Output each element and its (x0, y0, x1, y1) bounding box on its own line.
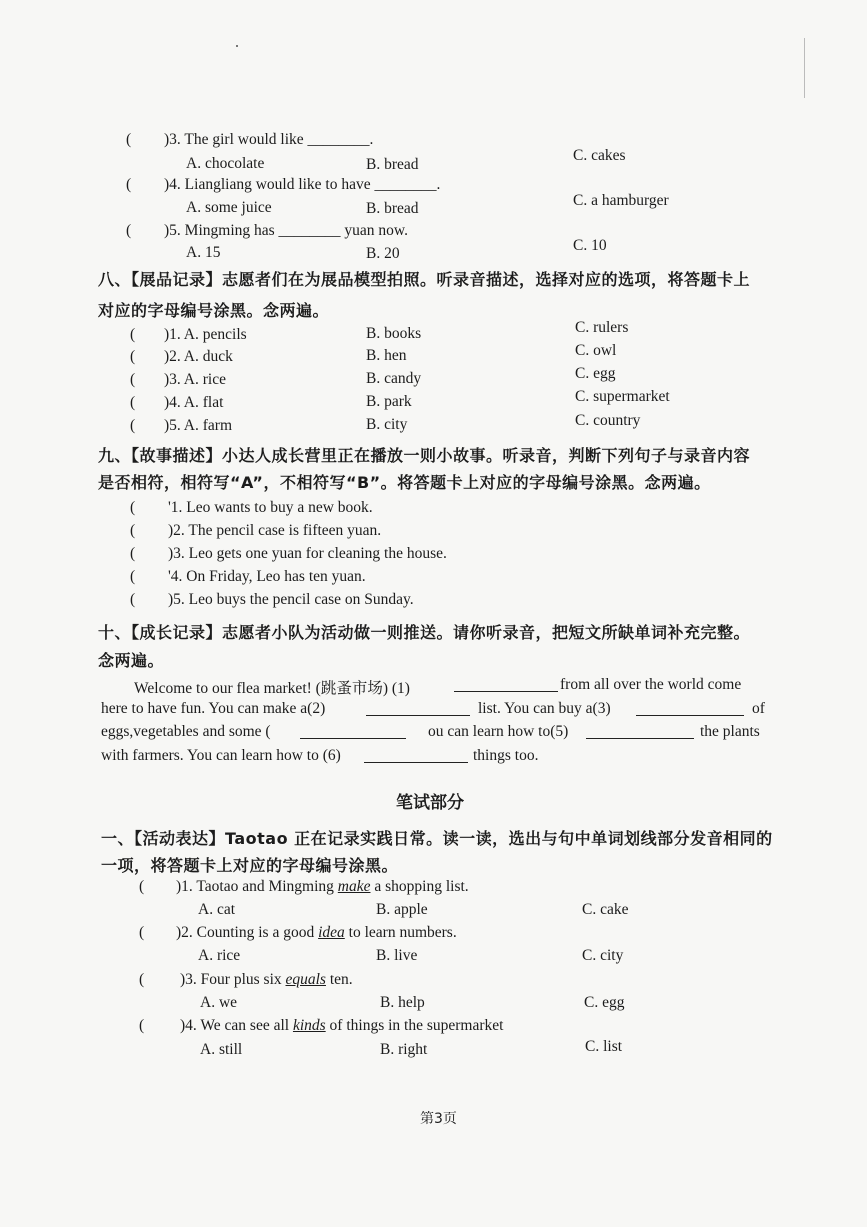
option-c: C. city (582, 947, 624, 964)
statement-3: )3. Leo gets one yuan for cleaning the house. (168, 545, 447, 562)
option-c: C. supermarket (575, 388, 670, 405)
item-2: )2. Counting is a good idea to learn numbers. (176, 924, 457, 941)
answer-paren: ( (130, 545, 136, 562)
item-5: )5. A. farm (164, 417, 233, 434)
passage-line-3a: eggs,vegetables and some ( (101, 723, 271, 740)
passage-line-1b: from all over the world come (560, 676, 742, 693)
statement-2: )2. The pencil case is fifteen yuan. (168, 522, 382, 539)
option-c: C. cake (582, 901, 629, 918)
underlined-word: kinds (292, 1017, 326, 1034)
blank-2[interactable] (366, 701, 470, 716)
answer-paren: ( (139, 971, 145, 988)
written-part-title: 笔试部分 (396, 793, 464, 813)
option-b: B. apple (376, 901, 428, 918)
underlined-word: make (337, 878, 371, 895)
option-c: C. a hamburger (573, 192, 669, 209)
item-3: )3. Four plus six equals ten. (180, 971, 353, 988)
answer-paren: ( (139, 924, 145, 941)
passage-line-4a: with farmers. You can learn how to (6) (101, 747, 341, 764)
answer-paren: ( (126, 176, 132, 193)
question-3: )3. The girl would like ________. (164, 131, 374, 148)
option-c: C. owl (575, 342, 617, 359)
answer-paren: ( (139, 878, 145, 895)
option-c: C. cakes (573, 147, 626, 164)
option-c: C. egg (584, 994, 625, 1011)
option-b: B. 20 (366, 245, 400, 262)
item-2: )2. A. duck (164, 348, 233, 365)
blank-3[interactable] (636, 701, 744, 716)
blank-1[interactable] (454, 677, 558, 692)
option-b: B. help (380, 994, 425, 1011)
option-c: C. 10 (573, 237, 607, 254)
statement-5: )5. Leo buys the pencil case on Sunday. (168, 591, 414, 608)
option-a: A. rice (198, 947, 241, 964)
option-a: A. 15 (186, 244, 221, 261)
option-c: C. rulers (575, 319, 629, 336)
underlined-word: equals (285, 971, 326, 988)
option-b: B. candy (366, 370, 422, 387)
blank-4[interactable] (300, 724, 406, 739)
question-4: )4. Liangliang would like to have ________. (164, 176, 441, 193)
section-10-instruction-cont: 念两遍。 (98, 651, 165, 670)
answer-paren: ( (126, 131, 132, 148)
passage-line-3b: ou can learn how to(5) (428, 723, 569, 740)
scan-speck (236, 45, 238, 47)
item-4: )4. We can see all kinds of things in the supermarket (180, 1017, 504, 1034)
page-number: 第3页 (420, 1111, 457, 1127)
answer-paren: ( (130, 568, 136, 585)
passage-line-2b: list. You can buy a(3) (478, 700, 611, 717)
option-a: A. cat (198, 901, 236, 918)
passage-line-2c: of (752, 700, 765, 717)
option-c: C. list (585, 1038, 623, 1055)
answer-paren: ( (130, 417, 136, 434)
section-10-instruction: 十、【成长记录】志愿者小队为活动做一则推送。请你听录音，把短文所缺单词补充完整。 (98, 623, 751, 642)
answer-paren: ( (130, 499, 136, 516)
statement-4: '4. On Friday, Leo has ten yuan. (168, 568, 366, 585)
option-b: B. live (376, 947, 418, 964)
option-b: B. park (366, 393, 412, 410)
answer-paren: ( (130, 591, 136, 608)
blank-6[interactable] (364, 748, 468, 763)
option-b: B. city (366, 416, 408, 433)
passage-line-1a: Welcome to our flea market! (跳蚤市场) (1) (134, 680, 410, 697)
option-b: B. bread (366, 200, 419, 217)
scan-edge-line (804, 38, 805, 98)
written-section-1-instruction: 一、【活动表达】Taotao 正在记录实践日常。读一读，选出与句中单词划线部分发音相同的 (101, 829, 773, 848)
answer-paren: ( (139, 1017, 145, 1034)
section-9-instruction: 九、【故事描述】小达人成长营里正在播放一则小故事。听录音，判断下列句子与录音内容 (98, 446, 751, 465)
item-4: )4. A. flat (164, 394, 224, 411)
answer-paren: ( (130, 394, 136, 411)
option-a: A. some juice (186, 199, 272, 216)
option-b: B. right (380, 1041, 428, 1058)
answer-paren: ( (126, 222, 132, 239)
item-3: )3. A. rice (164, 371, 226, 388)
passage-line-3c: the plants (700, 723, 760, 740)
option-b: B. bread (366, 156, 419, 173)
option-b: B. hen (366, 347, 407, 364)
section-8-instruction: 八、【展品记录】志愿者们在为展品模型拍照。听录音描述，选择对应的选项，将答题卡上 (98, 270, 751, 289)
answer-paren: ( (130, 348, 136, 365)
section-8-instruction-cont: 对应的字母编号涂黑。念两遍。 (98, 301, 330, 320)
section-9-instruction-cont: 是否相符，相符写“A”，不相符写“B”。将答题卡上对应的字母编号涂黑。念两遍。 (98, 473, 711, 492)
question-5: )5. Mingming has ________ yuan now. (164, 222, 408, 239)
blank-5[interactable] (586, 724, 694, 739)
underlined-word: idea (318, 924, 345, 941)
answer-paren: ( (130, 522, 136, 539)
item-1: )1. Taotao and Mingming make a shopping list. (176, 878, 469, 895)
option-c: C. country (575, 412, 641, 429)
option-a: A. chocolate (186, 155, 265, 172)
option-a: A. we (200, 994, 238, 1011)
passage-line-4b: things too. (473, 747, 539, 764)
written-section-1-instruction-cont: 一项，将答题卡上对应的字母编号涂黑。 (101, 856, 399, 875)
option-c: C. egg (575, 365, 616, 382)
item-1: )1. A. pencils (164, 326, 247, 343)
option-b: B. books (366, 325, 422, 342)
option-a: A. still (200, 1041, 243, 1058)
passage-line-2a: here to have fun. You can make a(2) (101, 700, 326, 717)
statement-1: '1. Leo wants to buy a new book. (168, 499, 373, 516)
answer-paren: ( (130, 371, 136, 388)
answer-paren: ( (130, 326, 136, 343)
